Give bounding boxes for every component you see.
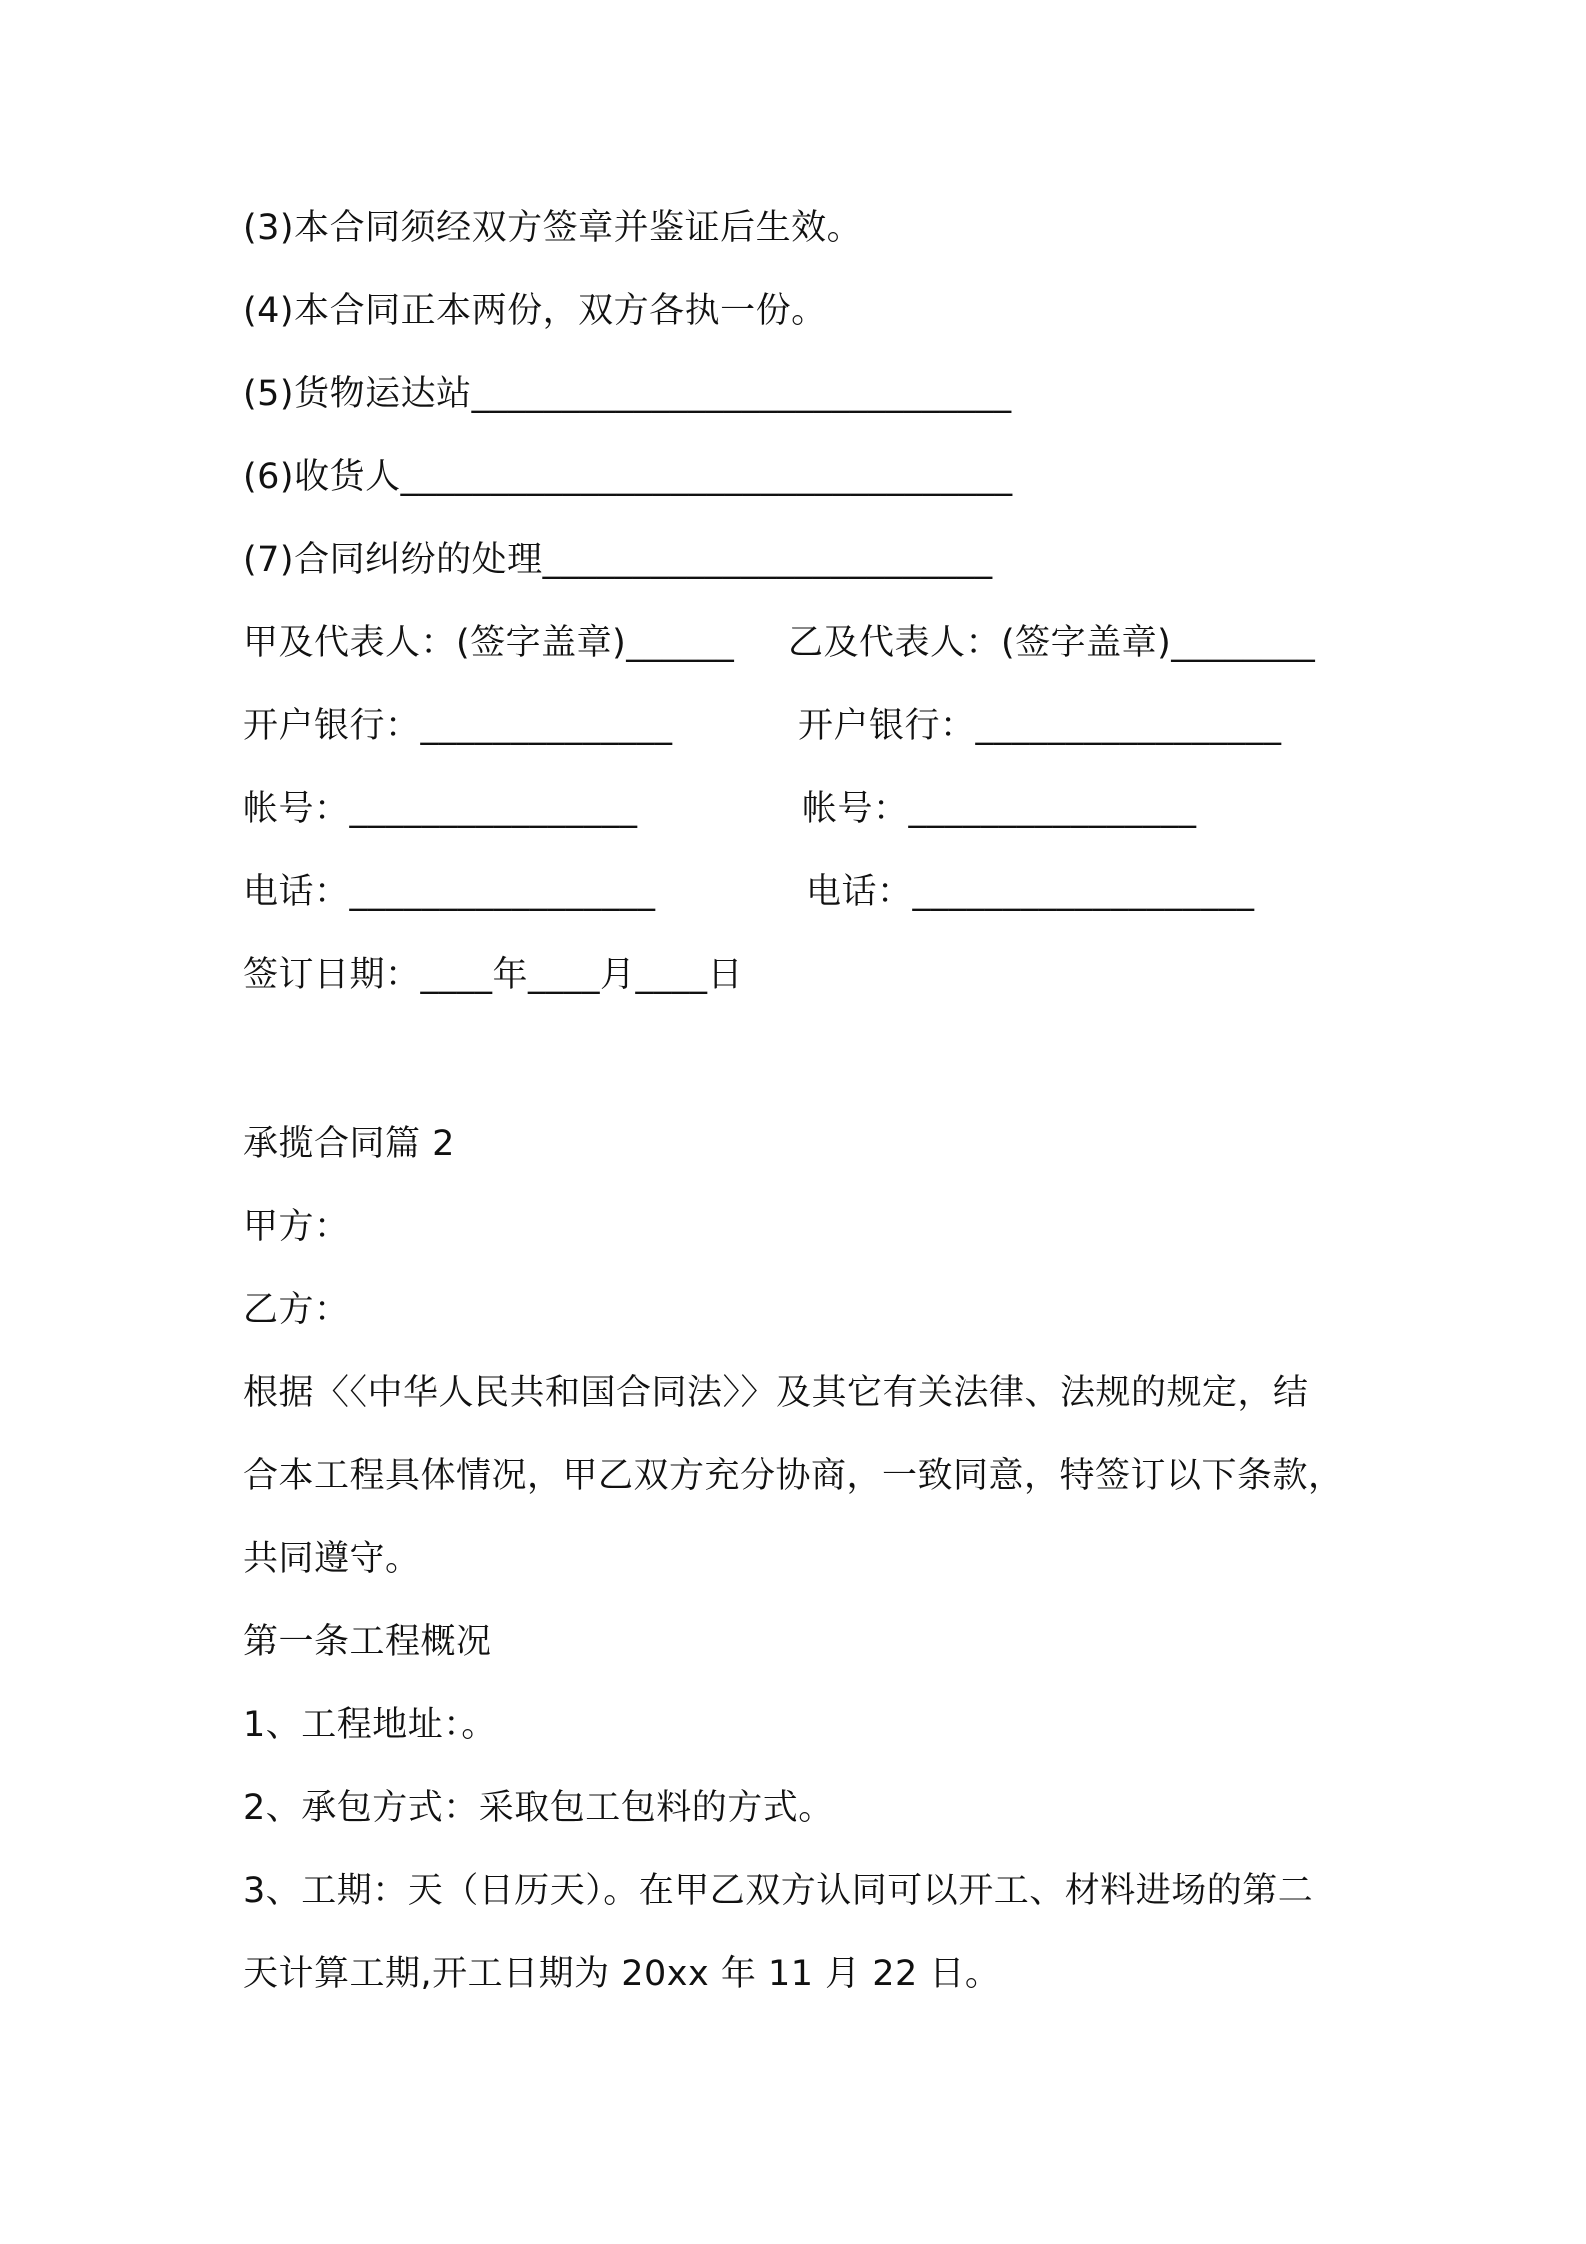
intro-line-3: 共同遵守。: [243, 1539, 421, 1579]
clause-4: (4)本合同正本两份，双方各执一份。: [243, 291, 827, 331]
bank-a: 开户银行：______________: [243, 706, 673, 746]
clause-5-delivery-station: (5)货物运达站______________________________: [243, 374, 1012, 414]
party-b-representative: 乙及代表人：(签字盖章)________: [788, 623, 1316, 663]
clause-3: (3)本合同须经双方签章并鉴证后生效。: [243, 208, 863, 248]
party-a-label: 甲方：: [243, 1207, 350, 1247]
clause-6-consignee: (6)收货人__________________________________: [243, 457, 1013, 497]
intro-line-1: 根据〈〈中华人民共和国合同法〉〉及其它有关法律、法规的规定，结: [243, 1373, 1309, 1413]
signing-date: 签订日期：____年____月____日: [243, 955, 744, 995]
item-3-duration-line-1: 3、工期：天（日历天）。在甲乙双方认同可以开工、材料进场的第二: [243, 1871, 1314, 1911]
account-b: 帐号：________________: [802, 789, 1197, 829]
item-1-address: 1、工程地址：。: [243, 1705, 497, 1745]
phone-a: 电话：_________________: [243, 872, 656, 912]
section-title: 承揽合同篇 2: [243, 1124, 455, 1164]
intro-line-2: 合本工程具体情况，甲乙双方充分协商，一致同意，特签订以下条款，: [243, 1456, 1344, 1496]
article-1-title: 第一条工程概况: [243, 1622, 492, 1662]
bank-b: 开户银行：_________________: [798, 706, 1282, 746]
party-b-label: 乙方：: [243, 1290, 350, 1330]
item-2-contract-method: 2、承包方式：采取包工包料的方式。: [243, 1788, 834, 1828]
account-a: 帐号：________________: [243, 789, 638, 829]
phone-b: 电话：___________________: [806, 872, 1255, 912]
clause-7-dispute: (7)合同纠纷的处理_________________________: [243, 540, 993, 580]
party-a-representative: 甲及代表人：(签字盖章)______: [243, 623, 735, 663]
item-3-duration-line-2: 天计算工期,开工日期为 20xx 年 11 月 22 日。: [243, 1954, 1001, 1994]
